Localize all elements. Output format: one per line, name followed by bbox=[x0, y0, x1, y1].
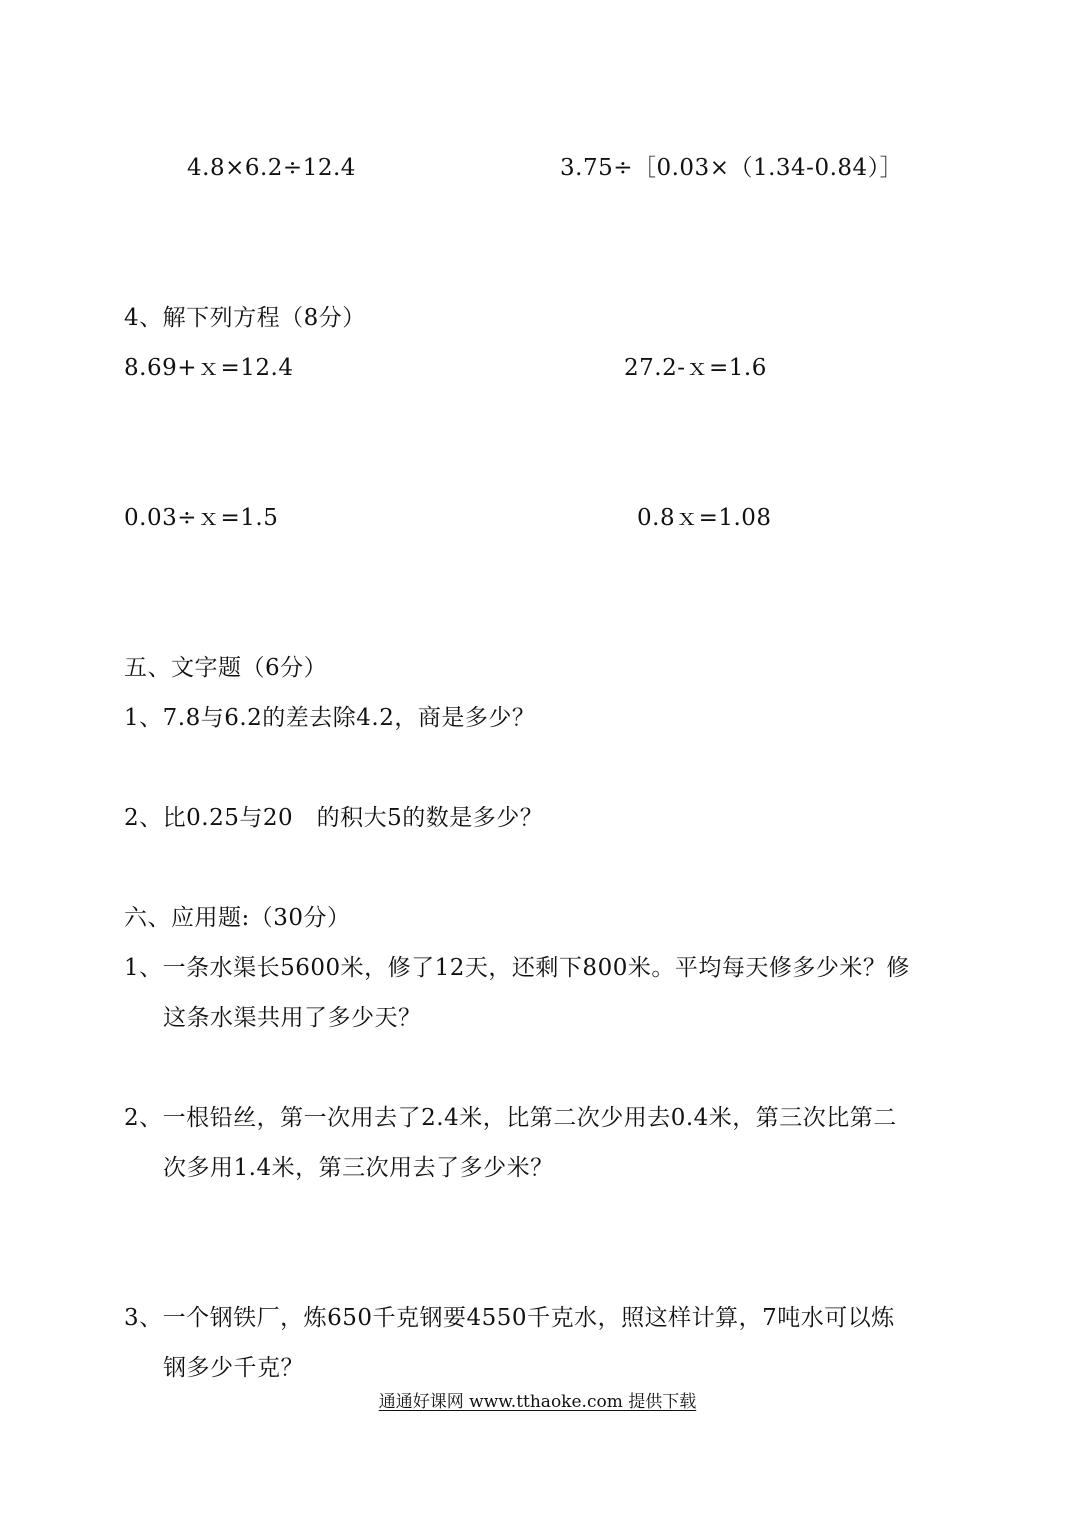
footer bbox=[0, 1391, 1075, 1413]
equation-4: 0.8ｘ=1.08 bbox=[637, 505, 772, 531]
word-question-1: 1、7.8与6.2的差去除4.2，商是多少？ bbox=[124, 705, 536, 731]
expression-a: 4.8×6.2÷12.4 bbox=[187, 155, 356, 181]
expression-b: 3.75÷［0.03×（1.34-0.84）］ bbox=[560, 155, 904, 181]
application-question-2-line-2: 次多用1.4米，第三次用去了多少米？ bbox=[163, 1155, 554, 1181]
application-question-1-line-1: 1、一条水渠长5600米，修了12天，还剩下800米。平均每天修多少米？修 bbox=[124, 955, 910, 981]
section-5-title: 五、文字题（6分） bbox=[124, 655, 328, 681]
section-6-title: 六、应用题:（30分） bbox=[124, 905, 351, 931]
application-question-3-line-1: 3、一个钢铁厂，炼650千克钢要4550千克水，照这样计算，7吨水可以炼 bbox=[124, 1305, 895, 1331]
equation-2: 27.2-ｘ=1.6 bbox=[624, 355, 767, 381]
application-question-2-line-1: 2、一根铅丝，第一次用去了2.4米，比第二次少用去0.4米，第三次比第二 bbox=[124, 1105, 897, 1131]
footer-download-link[interactable]: 通通好课网 www.tthaoke.com 提供下载 bbox=[378, 1392, 697, 1412]
equation-1: 8.69+ｘ=12.4 bbox=[124, 355, 294, 381]
application-question-1-line-2: 这条水渠共用了多少天？ bbox=[163, 1005, 422, 1031]
equation-3: 0.03÷ｘ=1.5 bbox=[124, 505, 279, 531]
section-4-title: 4、解下列方程（8分） bbox=[124, 305, 366, 331]
word-question-2: 2、比0.25与20 的积大5的数是多少？ bbox=[124, 805, 544, 831]
application-question-3-line-2: 钢多少千克？ bbox=[163, 1355, 304, 1381]
